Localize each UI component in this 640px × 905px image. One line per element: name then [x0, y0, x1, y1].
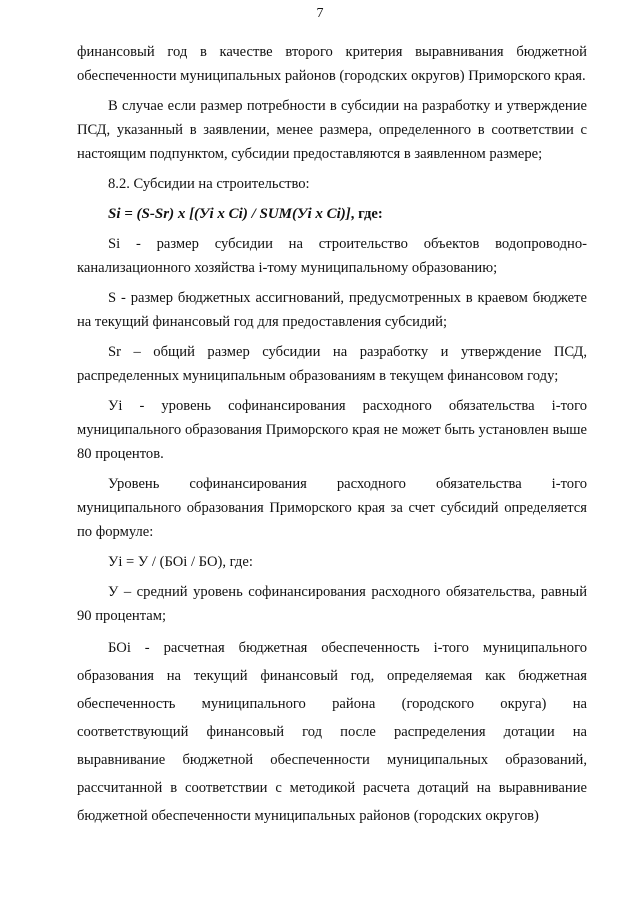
definition-yi: Уi - уровень софинансирования расходного обязательства i-того муниципального образования Приморского края не может быть установлен выше 80 процентов. [77, 398, 587, 462]
paragraph-criterion-continuation: финансовый год в качестве второго критерия выравнивания бюджетной обеспеченности муниципальных районов (городских округов) Приморского края. [77, 44, 587, 84]
section-heading-8-2: 8.2. Субсидии на строительство: [108, 176, 310, 192]
paragraph-cofinancing-level: Уровень софинансирования расходного обязательства i-того муниципального образования Приморского края за счет субсидий определяется по формуле: [77, 476, 587, 540]
formula-line [77, 202, 587, 226]
page-number: 7 [316, 6, 324, 21]
definition-sr: Sr – общий размер субсидии на разработку и утверждение ПСД, распределенных муниципальным образованиям в текущем финансовом году; [77, 344, 587, 384]
definition-boi: БОi - расчетная бюджетная обеспеченность i-того муниципального образования на текущий финансовый год, определяемая как бюджетная обеспеченность муниципального района (городского округа) на соответствующий финансовый год после распределения дотации на выравнивание бюджетной обеспеченности муниципальных образований, рассчитанной в соответствии с методикой расчета дотаций на выравнивание бюджетной обеспеченности муниципальных районов (городских округов) [77, 640, 587, 824]
formula-tail: , где: [350, 206, 383, 222]
paragraph-psd-requirement: В случае если размер потребности в субсидии на разработку и утверждение ПСД, указанный в заявлении, менее размера, определенного в соответствии с настоящим подпунктом, субсидии предоставляются в заявленном размере; [77, 98, 587, 162]
definition-y: У – средний уровень софинансирования расходного обязательства, равный 90 процентам; [77, 584, 587, 624]
definition-s: S - размер бюджетных ассигнований, предусмотренных в краевом бюджете на текущий финансовый год для предоставления субсидий; [77, 290, 587, 330]
document-body [77, 40, 587, 836]
definition-si: Si - размер субсидии на строительство объектов водопроводно-канализационного хозяйства i-тому муниципальному образованию; [77, 236, 587, 276]
formula-expression: Si = (S-Sr) x [(Уi x Ci) / SUM(Уi x Ci)] [108, 206, 351, 222]
formula-yi: Уi = У / (БОi / БО), где: [108, 554, 253, 570]
